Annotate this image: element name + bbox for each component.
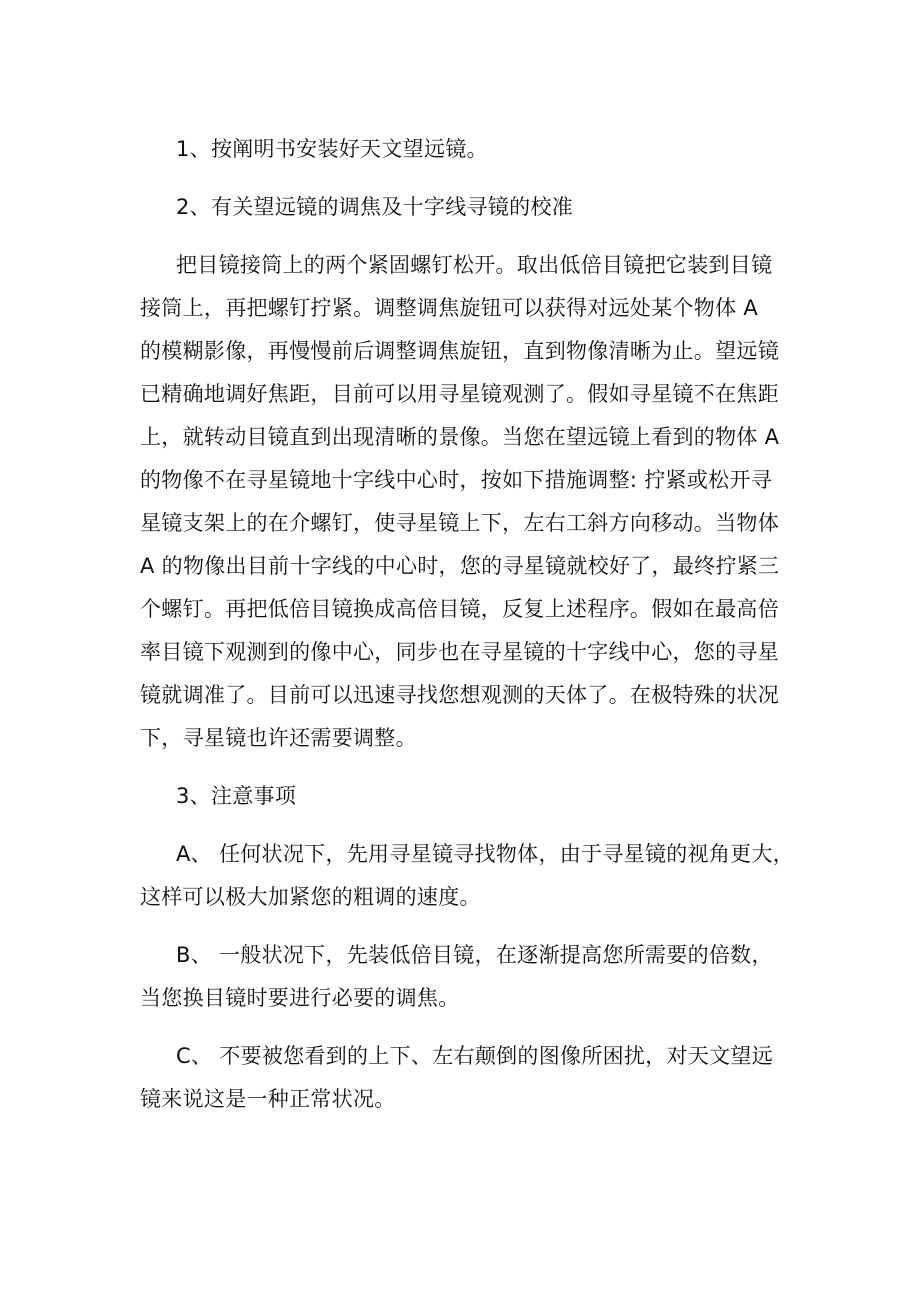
note-a-line: 这样可以极大加紧您的粗调的速度。 [140,885,481,909]
paragraph-line: 星镜支架上的在介螺钉，使寻星镜上下，左右工斜方向移动。当物体 [140,511,779,535]
paragraph-line: 把目镜接筒上的两个紧固螺钉松开。取出低倍目镜把它装到目镜 [176,253,773,277]
paragraph-line: 镜就调准了。目前可以迅速寻找您想观测的天体了。在极特殊的状况 [140,683,779,707]
paragraph-line: 率目镜下观测到的像中心，同步也在寻星镜的十字线中心，您的寻星 [140,640,779,664]
note-b-line: B、 一般状况下，先装低倍目镜，在逐渐提高您所需要的倍数， [176,943,773,967]
note-b-line: 当您换目镜时要进行必要的调焦。 [140,986,460,1010]
note-a-line: A、 任何状况下，先用寻星镜寻找物体，由于寻星镜的视角更大， [176,842,795,866]
step-1-heading: 1、按阐明书安装好天文望远镜。 [176,137,488,161]
note-c-line: 镜来说这是一种正常状况。 [140,1087,396,1111]
paragraph-line: 接筒上，再把螺钉拧紧。调整调焦旋钮可以获得对远处某个物体 A [140,296,759,320]
paragraph-line: 的物像不在寻星镜地十字线中心时，按如下措施调整: 拧紧或松开寻 [140,468,773,492]
note-c-line: C、 不要被您看到的上下、左右颠倒的图像所困扰，对天文望远 [176,1044,774,1068]
paragraph-line: 的模糊影像，再慢慢前后调整调焦旋钮，直到物像清晰为止。望远镜 [140,339,779,363]
step-3-heading: 3、注意事项 [176,784,297,808]
paragraph-line: 上，就转动目镜直到出现清晰的景像。当您在望远镜上看到的物体 A [140,425,780,449]
step-2-heading: 2、有关望远镜的调焦及十字线寻镜的校准 [176,195,574,219]
paragraph-line: A 的物像出目前十字线的中心时，您的寻星镜就校好了，最终拧紧三 [140,554,780,578]
paragraph-line: 个螺钉。再把低倍目镜换成高倍目镜，反复上述程序。假如在最高倍 [140,597,779,621]
paragraph-line: 已精确地调好焦距，目前可以用寻星镜观测了。假如寻星镜不在焦距 [140,382,779,406]
paragraph-line: 下，寻星镜也许还需要调整。 [140,726,417,750]
